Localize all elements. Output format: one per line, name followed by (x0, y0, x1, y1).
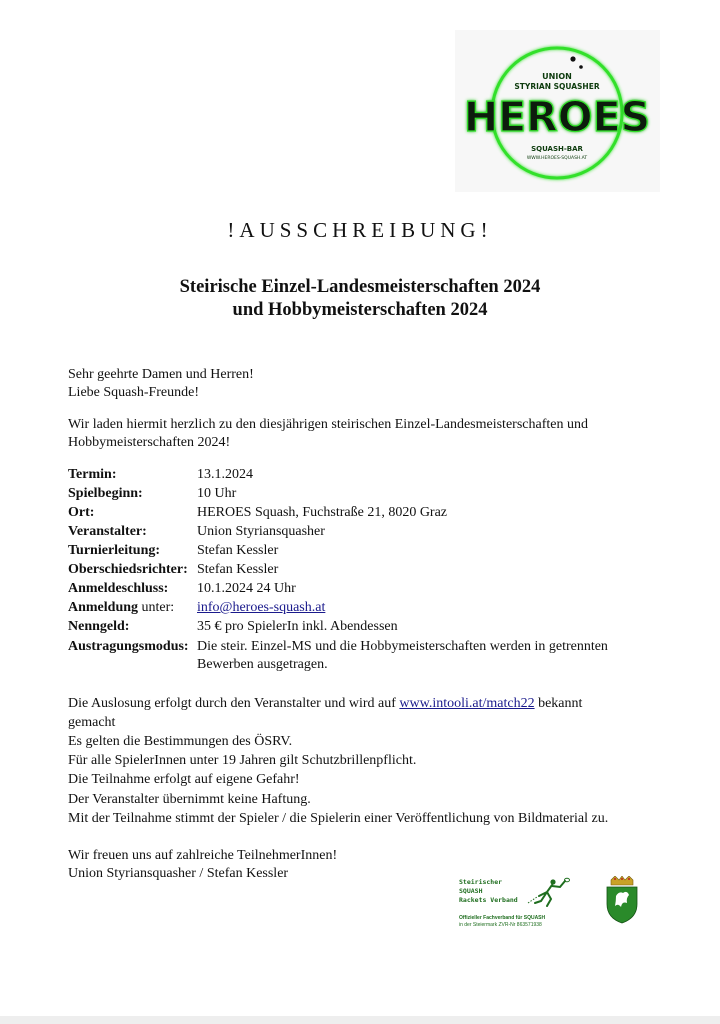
detail-label: Ort: (68, 505, 95, 520)
media-note: Mit der Teilnahme stimmt der Spieler / die Spielerin einer Veröffentlichung von Bildmaterial zu. (68, 811, 609, 826)
squash-player-icon (527, 877, 571, 907)
detail-value: Die steir. Einzel-MS und die Hobbymeisterschaften werden in getrennten (197, 639, 608, 654)
detail-label-suffix: unter: (138, 600, 175, 615)
detail-label: Anmeldung (68, 600, 139, 615)
draw-link[interactable]: www.intooli.at/match22 (399, 696, 535, 711)
detail-label: Nenngeld: (68, 619, 130, 634)
logo-url-text: WWW.HEROES-SQUASH.AT (526, 156, 588, 161)
page-bottom-bar (0, 1016, 720, 1024)
draw-note (68, 694, 582, 713)
detail-value: 13.1.2024 (197, 467, 253, 482)
greeting-line1: Sehr geehrte Damen und Herren! (68, 367, 254, 382)
association-name-line1: Steirischer (459, 878, 503, 886)
styria-coat-of-arms-icon (605, 876, 639, 924)
detail-label: Turnierleitung: (68, 543, 161, 558)
document-title: !AUSSCHREIBUNG! (227, 218, 493, 242)
logo-dot-small (579, 65, 583, 69)
intro-line1: Wir laden hiermit herzlich zu den diesjährigen steirischen Einzel-Landesmeisterschaften und (68, 417, 588, 432)
heroes-logo (455, 30, 660, 192)
detail-value: Union Styriansquasher (197, 524, 325, 539)
risk-note: Die Teilnahme erfolgt auf eigene Gefahr! (68, 772, 300, 787)
detail-label: Termin: (68, 467, 117, 482)
goggles-note: Für alle SpielerInnen unter 19 Jahren gilt Schutzbrillenpflicht. (68, 753, 417, 768)
document-subtitle-line2: und Hobbymeisterschaften 2024 (232, 300, 488, 320)
logo-bar-text: SQUASH-BAR (531, 145, 583, 153)
detail-label: Anmeldeschluss: (68, 581, 169, 596)
registration-email-link[interactable]: info@heroes-squash.at (197, 600, 326, 615)
association-name-line2: SQUASH (459, 887, 483, 895)
draw-note-prefix: Die Auslosung erfolgt durch den Veranstalter und wird auf (68, 696, 400, 711)
detail-value: Stefan Kessler (197, 543, 279, 558)
document-subtitle-line1: Steirische Einzel-Landesmeisterschaften 2024 (179, 277, 541, 297)
detail-label: Veranstalter: (68, 524, 147, 539)
squash-association-logo (455, 873, 585, 931)
liability-note: Der Veranstalter übernimmt keine Haftung. (68, 792, 311, 807)
detail-value: Stefan Kessler (197, 562, 279, 577)
intro-line2: Hobbymeisterschaften 2024! (68, 435, 231, 450)
detail-label: Oberschiedsrichter: (68, 562, 188, 577)
detail-label: Spielbeginn: (68, 486, 143, 501)
logo-dot-large (570, 56, 575, 61)
draw-note-suffix: bekannt (534, 696, 583, 711)
association-name-line3: Rackets Verband (459, 896, 518, 904)
closing-line2: Union Styriansquasher / Stefan Kessler (68, 866, 289, 881)
heroes-logo-graphic (455, 30, 660, 192)
association-desc-line1: Offizieller Fachverband für SQUASH (459, 915, 546, 921)
detail-label: Austragungsmodus: (68, 639, 189, 654)
detail-value-line2: Bewerben ausgetragen. (197, 657, 328, 672)
detail-value: 35 € pro SpielerIn inkl. Abendessen (197, 619, 398, 634)
greeting-line2: Liebe Squash-Freunde! (68, 385, 200, 400)
closing-line1: Wir freuen uns auf zahlreiche TeilnehmerInnen! (68, 848, 338, 863)
association-desc-line2: in der Steiermark ZVR-Nr 863571938 (459, 922, 542, 928)
detail-value: 10.1.2024 24 Uhr (197, 581, 296, 596)
logo-subtitle-text: STYRIAN SQUASHER (514, 82, 600, 91)
logo-name-text: HEROES (463, 93, 651, 141)
draw-note-line2: gemacht (68, 715, 116, 730)
detail-value: 10 Uhr (197, 486, 237, 501)
detail-value: HEROES Squash, Fuchstraße 21, 8020 Graz (197, 505, 448, 520)
logo-club-text: UNION (542, 72, 572, 81)
rules-note: Es gelten die Bestimmungen des ÖSRV. (68, 734, 293, 749)
